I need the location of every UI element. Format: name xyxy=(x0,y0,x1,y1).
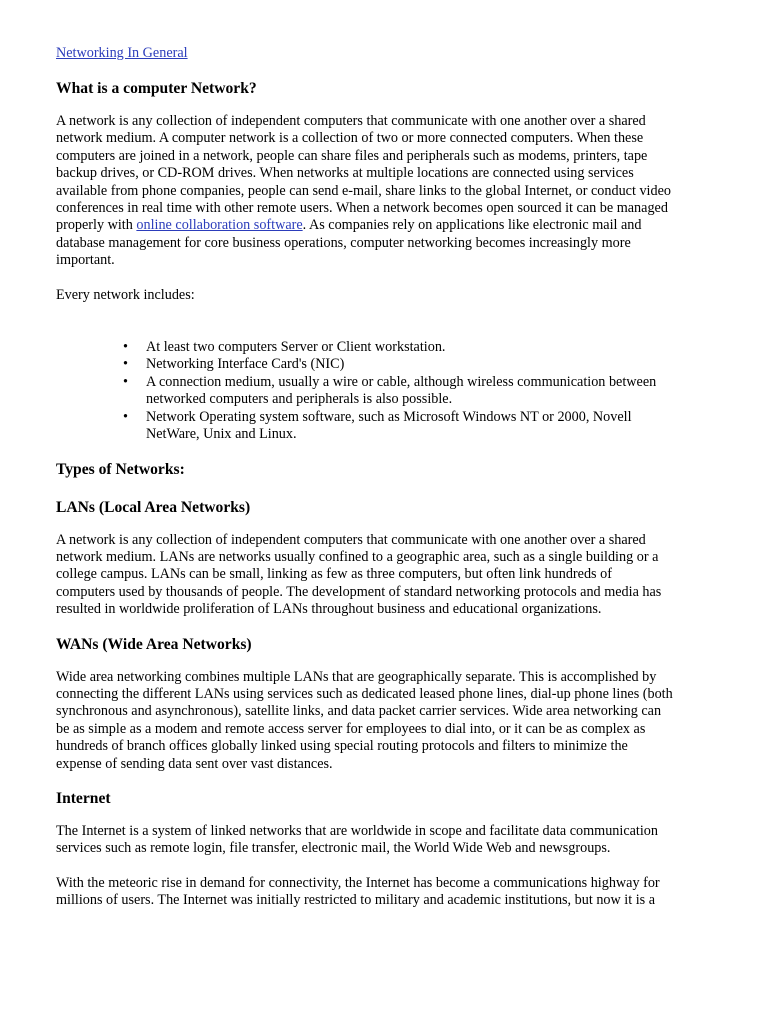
text-line: college campus. LANs can be small, linking as few as three computers, but often link hundreds of xyxy=(56,566,612,583)
paragraph-internet-growth xyxy=(56,875,712,910)
text-line: expense of sending data sent over vast distances. xyxy=(56,755,333,772)
text-line: millions of users. The Internet was initially restricted to military and academic institutions, but now it is a xyxy=(56,892,656,909)
paragraph-internet-definition xyxy=(56,823,712,858)
list-item-text: At least two computers Server or Client workstation. xyxy=(146,339,446,356)
network-components-list xyxy=(56,339,712,443)
list-item-text: Networking Interface Card's (NIC) xyxy=(146,356,345,373)
list-item xyxy=(123,374,712,409)
list-item-text: A connection medium, usually a wire or cable, although wireless communication between xyxy=(146,373,657,390)
text-line: resulted in worldwide proliferation of LANs throughout business and educational organizations. xyxy=(56,601,602,618)
text-line: properly with xyxy=(56,217,137,234)
heading-what-is-network: What is a computer Network? xyxy=(56,80,257,97)
text-line: The Internet is a system of linked networks that are worldwide in scope and facilitate data communication xyxy=(56,822,658,839)
text-line: important. xyxy=(56,252,115,269)
bullet-icon: • xyxy=(123,339,128,356)
text-line: services such as remote login, file transfer, electronic mail, the World Wide Web and newsgroups. xyxy=(56,840,611,857)
list-item-text: Network Operating system software, such as Microsoft Windows NT or 2000, Novell xyxy=(146,408,632,425)
text-line: computers are joined in a network, people can share files and peripherals such as modems, printers, tape xyxy=(56,147,648,164)
list-item xyxy=(123,356,712,373)
text-line: hundreds of branch offices globally linked using special routing protocols and filters to minimize the xyxy=(56,738,628,755)
list-item-text: NetWare, Unix and Linux. xyxy=(146,426,297,443)
text-line: network medium. A computer network is a collection of two or more connected computers. When these xyxy=(56,130,644,147)
paragraph-lans xyxy=(56,532,712,619)
text-line: available from phone companies, people can send e-mail, share links to the global Internet, or conduct video xyxy=(56,182,671,199)
paragraph-wans xyxy=(56,669,712,773)
list-item xyxy=(123,409,712,444)
text-line: connecting the different LANs using services such as dedicated leased phone lines, dial-up phone lines (both xyxy=(56,685,673,702)
paragraph-every-network-includes: Every network includes: xyxy=(56,286,195,303)
networking-in-general-link[interactable]: Networking In General xyxy=(56,45,188,61)
text-line: A network is any collection of independent computers that communicate with one another over a shared xyxy=(56,531,646,548)
text-line: conferences in real time with other remote users. When a network becomes open sourced it can be managed xyxy=(56,200,668,217)
text-line: synchronous and asynchronous), satellite links, and data packet carrier services. Wide area networking can xyxy=(56,703,662,720)
bullet-icon: • xyxy=(123,408,128,425)
text-line: computers used by thousands of people. The development of standard networking protocols and media has xyxy=(56,583,662,600)
heading-internet: Internet xyxy=(56,789,111,807)
list-item xyxy=(123,339,712,356)
bullet-icon: • xyxy=(123,373,128,390)
heading-lans: LANs (Local Area Networks) xyxy=(56,498,251,516)
text-line: network medium. LANs are networks usually confined to a geographic area, such as a single building or a xyxy=(56,548,659,565)
text-line: Wide area networking combines multiple LANs that are geographically separate. This is accomplished by xyxy=(56,668,657,685)
paragraph-network-definition xyxy=(56,113,712,270)
list-item-text: networked computers and peripherals is also possible. xyxy=(146,391,453,408)
text-line: With the meteoric rise in demand for connectivity, the Internet has become a communications highway for xyxy=(56,874,660,891)
text-line: database management for core business operations, computer networking becomes increasingly more xyxy=(56,234,631,251)
text-line: be as simple as a modem and remote access server for employees to dial into, or it can be as complex as xyxy=(56,720,646,737)
text-line: backup drives, or CD-ROM drives. When networks at multiple locations are connected using services xyxy=(56,165,634,182)
heading-wans: WANs (Wide Area Networks) xyxy=(56,635,252,653)
text-line: A network is any collection of independent computers that communicate with one another over a shared xyxy=(56,113,646,129)
online-collaboration-software-link[interactable]: online collaboration software xyxy=(136,217,303,234)
text-line: . As companies rely on applications like electronic mail and xyxy=(302,217,642,234)
heading-types-of-networks: Types of Networks: xyxy=(56,460,185,478)
bullet-icon: • xyxy=(123,356,128,373)
